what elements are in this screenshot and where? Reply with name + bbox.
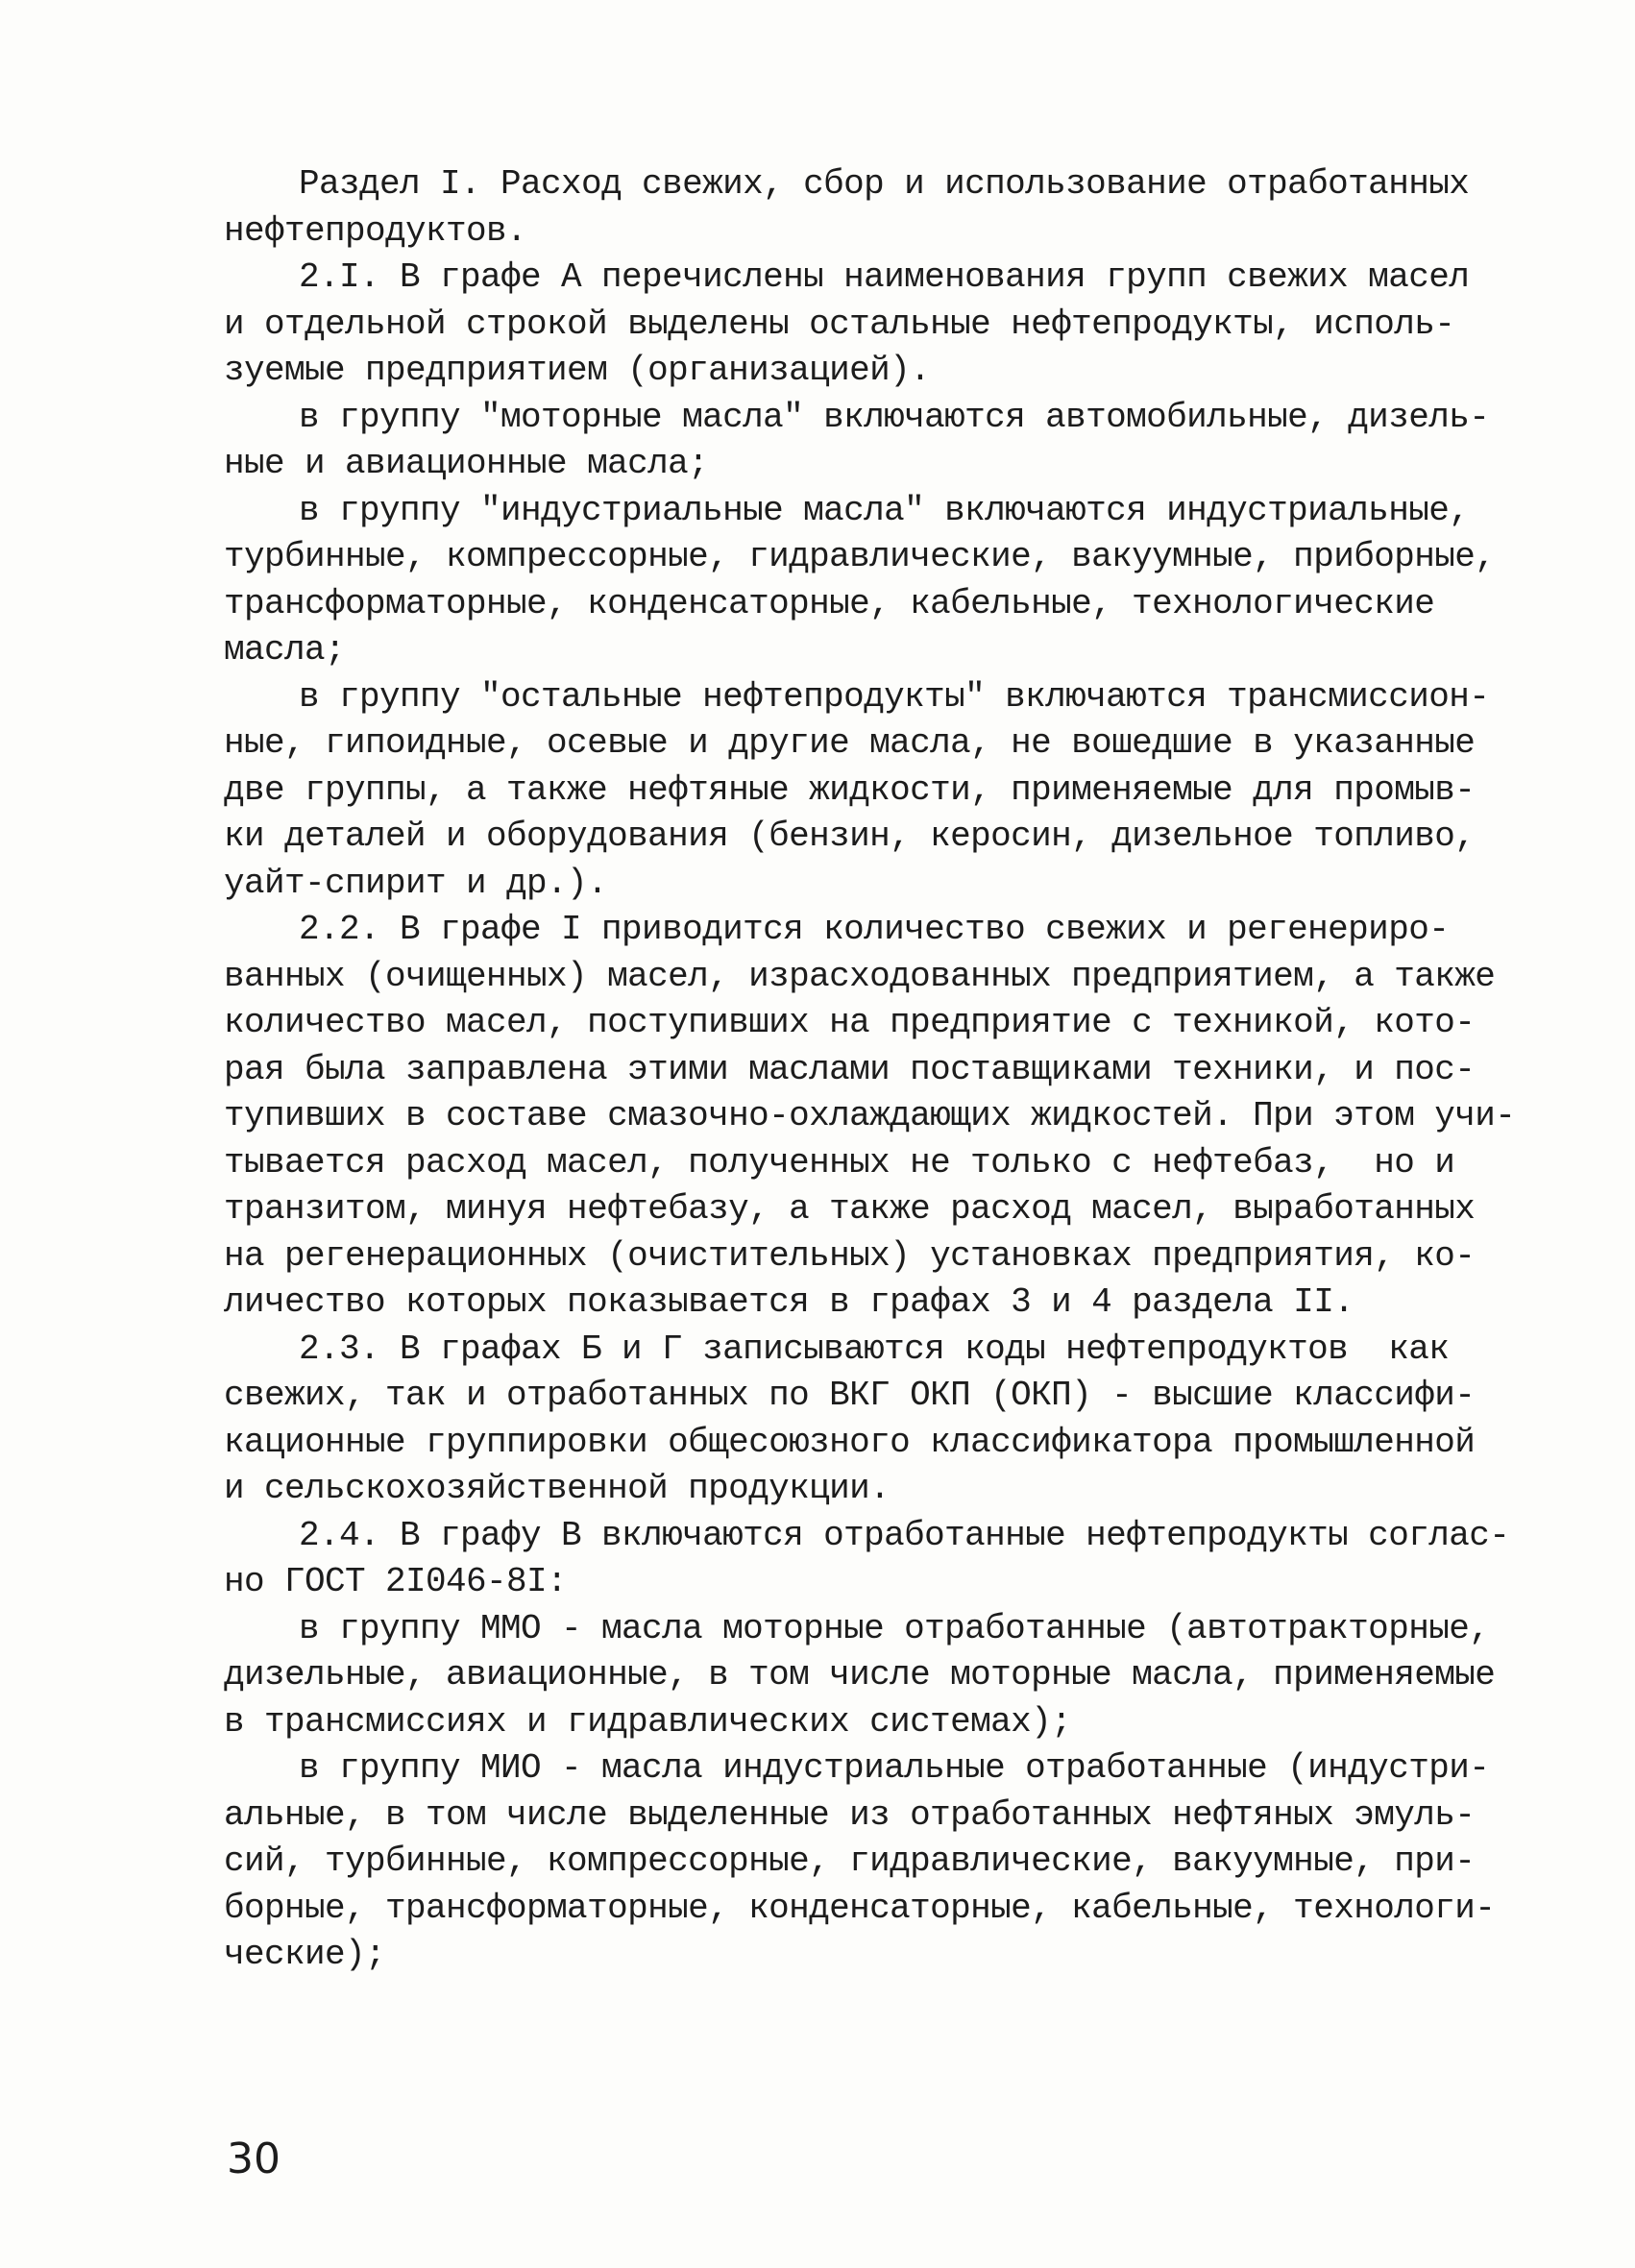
text-line: две группы, а также нефтяные жидкости, применяемые для промыв- bbox=[224, 769, 1476, 810]
text-line: зуемые предприятием (организацией). bbox=[224, 351, 931, 390]
text-line: ванных (очищенных) масел, израсходованных предприятием, а также bbox=[224, 956, 1496, 996]
text-line: альные, в том числе выделенные из отработанных нефтяных эмуль- bbox=[224, 1794, 1476, 1835]
text-line: Раздел I. Расход свежих, сбор и использование отработанных bbox=[299, 164, 1470, 204]
text-line: но ГОСТ 2I046-8I: bbox=[224, 1562, 568, 1601]
text-line: в группу "остальные нефтепродукты" включаются трансмиссион- bbox=[299, 676, 1490, 717]
text-line: на регенерационных (очистительных) установках предприятия, ко- bbox=[224, 1235, 1476, 1276]
text-line: в группу "индустриальные масла" включаются индустриальные, bbox=[299, 490, 1470, 530]
text-line: ки деталей и оборудования (бензин, керосин, дизельное топливо, bbox=[224, 817, 1476, 856]
text-line: рая была заправлена этими маслами поставщиками техники, и пос- bbox=[224, 1049, 1476, 1089]
text-line: количество масел, поступивших на предприятие с техникой, кото- bbox=[224, 1003, 1476, 1042]
text-line: в трансмиссиях и гидравлических системах); bbox=[224, 1701, 1072, 1742]
text-line: транзитом, минуя нефтебазу, а также расход масел, выработанных bbox=[224, 1189, 1476, 1229]
text-line: в группу МИО - масла индустриальные отработанные (индустри- bbox=[299, 1748, 1490, 1788]
text-line: масла; bbox=[224, 630, 346, 670]
text-line: сий, турбинные, компрессорные, гидравлические, вакуумные, при- bbox=[224, 1841, 1476, 1881]
text-line: в группу ММО - масла моторные отработанные (автотракторные, bbox=[299, 1608, 1490, 1648]
text-line: турбинные, компрессорные, гидравлические, вакуумные, приборные, bbox=[224, 537, 1496, 576]
text-line: дизельные, авиационные, в том числе моторные масла, применяемые bbox=[224, 1655, 1496, 1695]
text-line: 2.I. В графе А перечислены наименования групп свежих масел bbox=[299, 257, 1470, 297]
body-text bbox=[224, 161, 1516, 1979]
text-line: и сельскохозяйственной продукции. bbox=[224, 1469, 891, 1508]
text-line: в группу "моторные масла" включаются автомобильные, дизель- bbox=[299, 397, 1490, 437]
text-line: и отдельной строкой выделены остальные нефтепродукты, исполь- bbox=[224, 304, 1455, 344]
text-line: ческие); bbox=[224, 1935, 386, 1974]
text-line: кационные группировки общесоюзного классификатора промышленной bbox=[224, 1422, 1476, 1462]
text-line: ные и авиационные масла; bbox=[224, 444, 709, 483]
page-number: 30 bbox=[227, 2134, 281, 2183]
text-line: 2.3. В графах Б и Г записываются коды нефтепродуктов как bbox=[299, 1329, 1450, 1369]
text-line: уайт-спирит и др.). bbox=[224, 863, 608, 903]
text-line: личество которых показывается в графах 3 и 4 раздела II. bbox=[224, 1282, 1354, 1322]
text-line: борные, трансформаторные, конденсаторные, кабельные, технологи- bbox=[224, 1888, 1496, 1928]
text-line: трансформаторные, конденсаторные, кабельные, технологические bbox=[224, 583, 1435, 623]
text-line: тупивших в составе смазочно-охлаждающих жидкостей. При этом учи- bbox=[224, 1096, 1516, 1135]
text-line: свежих, так и отработанных по ВКГ ОКП (ОКП) - высшие классифи- bbox=[224, 1376, 1476, 1415]
text-line: 2.4. В графу В включаются отработанные нефтепродукты соглас- bbox=[299, 1515, 1510, 1555]
text-line: ные, гипоидные, осевые и другие масла, не вошедшие в указанные bbox=[224, 723, 1476, 763]
text-line: нефтепродуктов. bbox=[224, 210, 527, 251]
text-line: тывается расход масел, полученных не только с нефтебаз, но и bbox=[224, 1142, 1455, 1183]
text-line: 2.2. В графе I приводится количество свежих и регенериро- bbox=[299, 910, 1450, 949]
